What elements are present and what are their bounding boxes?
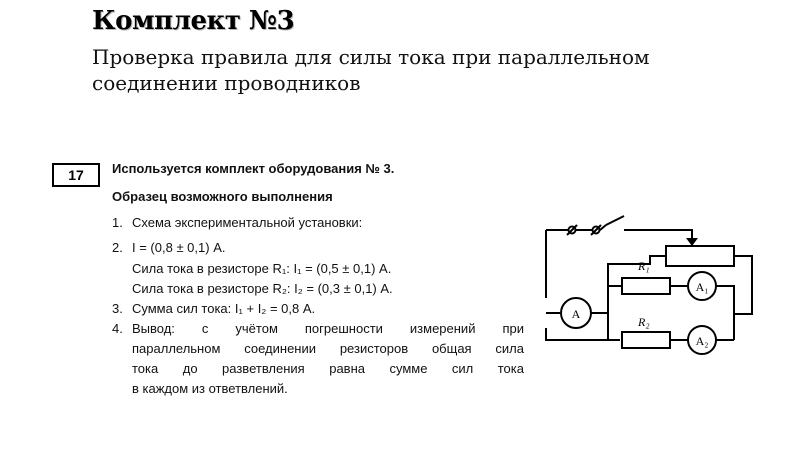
right-wire bbox=[734, 256, 752, 314]
rheostat-slider-icon bbox=[686, 238, 698, 246]
slide-subtitle: Проверка правила для силы тока при параллельном соединении проводников bbox=[92, 45, 650, 95]
item-4-line-3: тока до разветвления равна сумме сил тока bbox=[132, 361, 524, 376]
branch-1-wire-right bbox=[716, 286, 734, 340]
rheostat bbox=[666, 246, 734, 266]
item-4-number: 4. bbox=[112, 321, 123, 336]
upper-branch-wire bbox=[608, 256, 666, 340]
equipment-line: Используется комплект оборудования № 3. bbox=[112, 161, 395, 176]
ammeter-main-label: A bbox=[571, 307, 581, 321]
item-4-line-1: Вывод: с учётом погрешности измерений при bbox=[132, 321, 524, 336]
key-contact-left bbox=[567, 225, 577, 235]
resistor-r1 bbox=[622, 278, 670, 294]
item-4-line-4: в каждом из ответвлений. bbox=[132, 381, 288, 396]
ammeter-1-label: A₁ bbox=[695, 280, 709, 294]
key-wire bbox=[546, 216, 692, 240]
task-number-badge: 17 bbox=[52, 163, 100, 187]
item-2-r2: Сила тока в резисторе R₂: I₂ = (0,3 ± 0,1) А. bbox=[132, 281, 393, 296]
item-3-number: 3. bbox=[112, 301, 123, 316]
left-wire bbox=[546, 230, 608, 340]
item-1-text: Схема экспериментальной установки: bbox=[132, 215, 363, 230]
item-2-text: I = (0,8 ± 0,1) А. bbox=[132, 240, 226, 255]
item-2-r1: Сила тока в резисторе R₁: I₁ = (0,5 ± 0,1) А. bbox=[132, 261, 392, 276]
resistor-r1-label: R₁ bbox=[638, 259, 650, 273]
resistor-r2 bbox=[622, 332, 670, 348]
slide-title: Комплект №3 bbox=[92, 6, 295, 36]
item-1-number: 1. bbox=[112, 215, 123, 230]
key-contact-right bbox=[591, 225, 601, 235]
resistor-r2-label: R₂ bbox=[638, 315, 650, 329]
ammeter-2-label: A₂ bbox=[695, 334, 709, 348]
item-3-text: Сумма сил тока: I₁ + I₂ = 0,8 А. bbox=[132, 301, 316, 316]
sample-heading: Образец возможного выполнения bbox=[112, 189, 333, 204]
item-4-line-2: параллельном соединении резисторов общая сила bbox=[132, 341, 524, 356]
item-2-number: 2. bbox=[112, 240, 123, 255]
